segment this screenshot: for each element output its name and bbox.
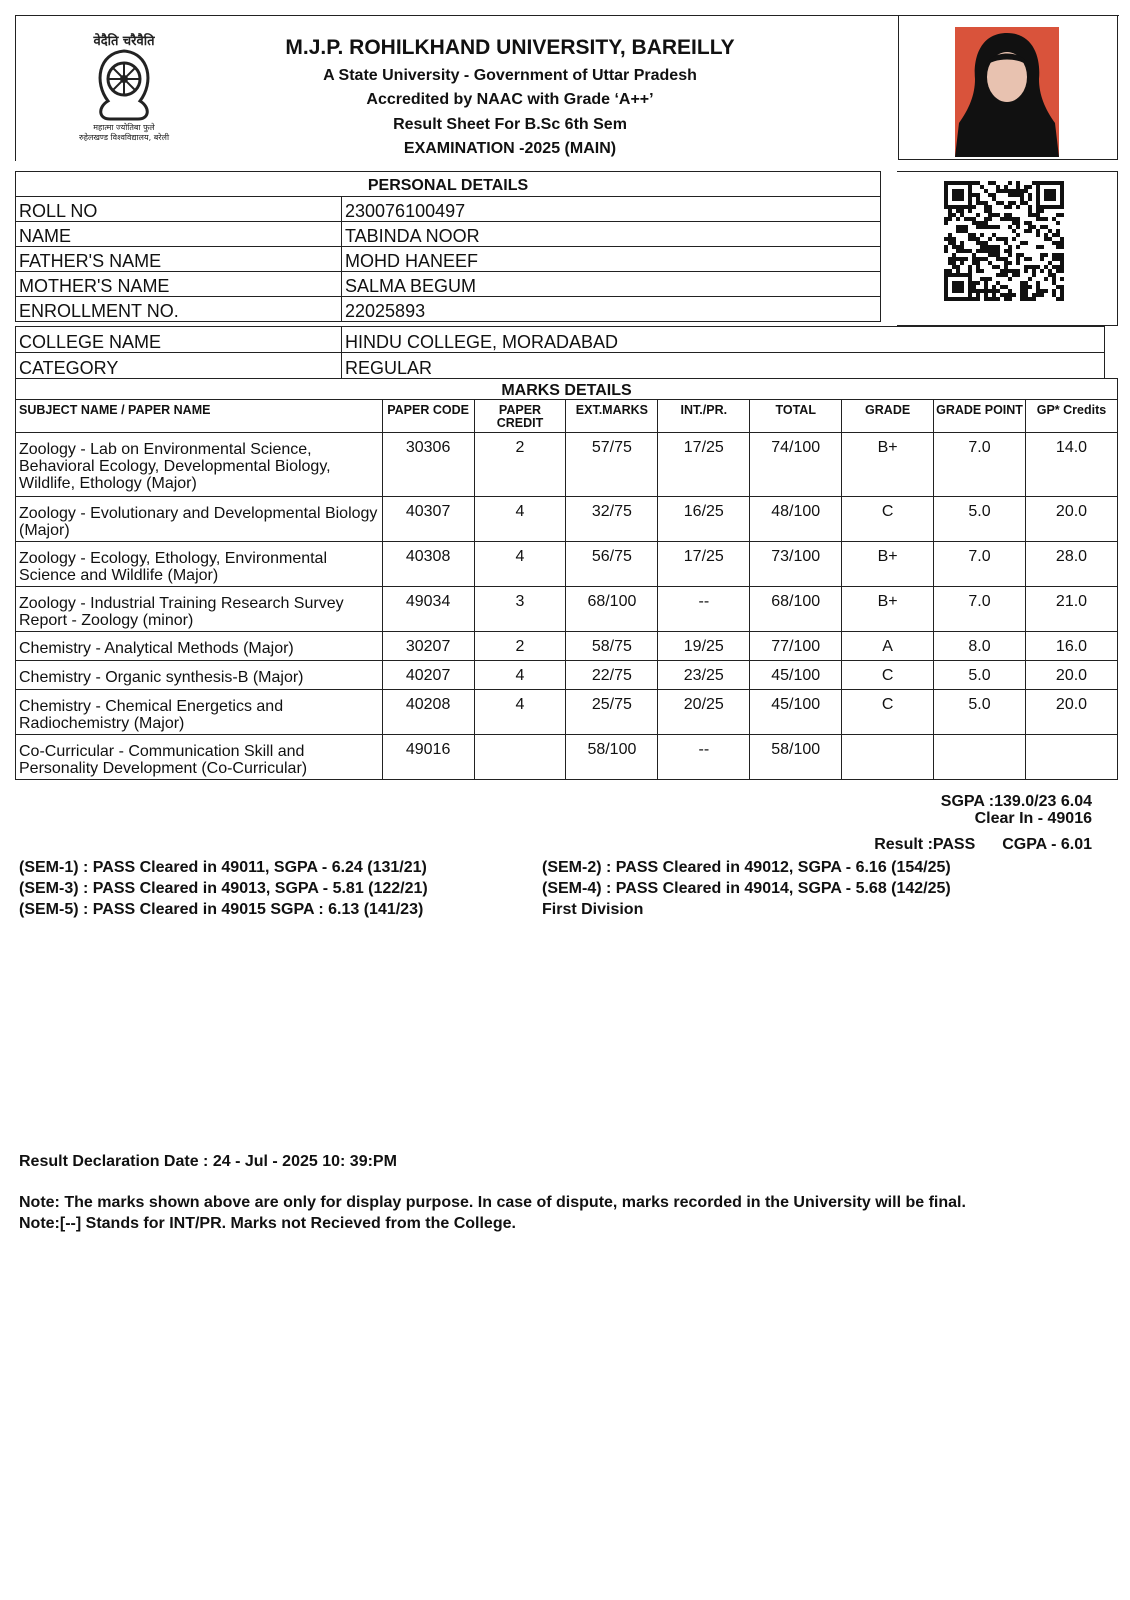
col-subject: SUBJECT NAME / PAPER NAME [16, 400, 383, 433]
cell-code: 49034 [382, 587, 474, 632]
cell-credit: 4 [474, 542, 566, 587]
cell-subject: Chemistry - Organic synthesis-B (Major) [16, 661, 383, 690]
father-name-label: FATHER'S NAME [16, 247, 342, 272]
cell-credit: 2 [474, 433, 566, 497]
cell-gpc: 20.0 [1025, 690, 1117, 735]
cell-gpc: 28.0 [1025, 542, 1117, 587]
enrollment-label: ENROLLMENT NO. [16, 297, 342, 322]
mother-name-label: MOTHER'S NAME [16, 272, 342, 297]
sem-2-result: (SEM-2) : PASS Cleared in 49012, SGPA - 6.16 (154/25) [542, 859, 951, 876]
marks-details-heading: MARKS DETAILS [15, 378, 1118, 399]
cell-gp: 5.0 [934, 661, 1026, 690]
cell-subject: Zoology - Lab on Environmental Science, Behavioral Ecology, Developmental Biology, Wildlife, Ethology (Major) [16, 433, 383, 497]
cell-grade: A [842, 632, 934, 661]
note-int-pr: Note:[--] Stands for INT/PR. Marks not Recieved from the College. [19, 1215, 516, 1232]
category-value: REGULAR [342, 353, 1105, 379]
cell-code: 40307 [382, 497, 474, 542]
result-sheet-title: Result Sheet For B.Sc 6th Sem [393, 116, 627, 133]
table-row [16, 497, 1118, 542]
cell-subject: Zoology - Industrial Training Research Survey Report - Zoology (minor) [16, 587, 383, 632]
cell-gpc: 20.0 [1025, 661, 1117, 690]
header-subtitle-1: A State University - Government of Uttar Pradesh [323, 67, 697, 84]
cell-gp: 7.0 [934, 542, 1026, 587]
cell-gpc: 16.0 [1025, 632, 1117, 661]
col-paper-code: PAPER CODE [382, 400, 474, 433]
cell-subject: Co-Curricular - Communication Skill and Personality Development (Co-Curricular) [16, 735, 383, 780]
table-row [16, 690, 1118, 735]
cell-total: 45/100 [750, 661, 842, 690]
cell-ext: 58/100 [566, 735, 658, 780]
logo-motto: वेदैति चरैवैति [93, 34, 155, 49]
table-row [16, 197, 881, 222]
college-name-value: HINDU COLLEGE, MORADABAD [342, 327, 1105, 353]
table-row [16, 297, 881, 322]
col-grade: GRADE [842, 400, 934, 433]
cell-ext: 25/75 [566, 690, 658, 735]
cell-code: 30306 [382, 433, 474, 497]
logo-caption-1: महात्मा ज्योतिबा फुले [93, 123, 155, 132]
col-ext-marks: EXT.MARKS [566, 400, 658, 433]
marks-header-row [16, 400, 1118, 433]
sem-1-result: (SEM-1) : PASS Cleared in 49011, SGPA - 6.24 (131/21) [19, 859, 427, 876]
table-row [16, 353, 1105, 379]
cell-grade: B+ [842, 433, 934, 497]
cell-total: 74/100 [750, 433, 842, 497]
cell-gpc: 20.0 [1025, 497, 1117, 542]
table-row [16, 433, 1118, 497]
personal-details-heading: PERSONAL DETAILS [16, 172, 881, 197]
table-row [16, 327, 1105, 353]
cgpa-value: CGPA - 6.01 [1002, 836, 1092, 853]
name-value: TABINDA NOOR [342, 222, 881, 247]
table-row [16, 542, 1118, 587]
university-logo [68, 23, 180, 143]
semester-results-left [19, 857, 428, 920]
cell-grade [842, 735, 934, 780]
mother-name-value: SALMA BEGUM [342, 272, 881, 297]
cell-gp [934, 735, 1026, 780]
cell-credit: 3 [474, 587, 566, 632]
cell-subject: Zoology - Evolutionary and Developmental Biology (Major) [16, 497, 383, 542]
cell-code: 40208 [382, 690, 474, 735]
result-line [874, 836, 1092, 854]
university-title: M.J.P. ROHILKHAND UNIVERSITY, BAREILLY [285, 36, 735, 59]
cell-ext: 68/100 [566, 587, 658, 632]
cell-ext: 32/75 [566, 497, 658, 542]
roll-no-label: ROLL NO [16, 197, 342, 222]
cell-credit: 4 [474, 690, 566, 735]
cell-gp: 7.0 [934, 587, 1026, 632]
cell-ext: 57/75 [566, 433, 658, 497]
col-grade-point: GRADE POINT [934, 400, 1026, 433]
table-row [16, 632, 1118, 661]
col-int-pr: INT./PR. [658, 400, 750, 433]
father-name-value: MOHD HANEEF [342, 247, 881, 272]
col-paper-credit: PAPER CREDIT [474, 400, 566, 433]
cell-subject: Chemistry - Analytical Methods (Major) [16, 632, 383, 661]
student-photo [955, 27, 1059, 157]
cell-gpc: 14.0 [1025, 433, 1117, 497]
qr-code-icon [944, 181, 1064, 301]
cell-code: 40308 [382, 542, 474, 587]
cell-int: 20/25 [658, 690, 750, 735]
cell-grade: B+ [842, 542, 934, 587]
cell-grade: C [842, 661, 934, 690]
sem-5-result: (SEM-5) : PASS Cleared in 49015 SGPA : 6.13 (141/23) [19, 901, 424, 918]
cell-gp: 5.0 [934, 690, 1026, 735]
cell-total: 45/100 [750, 690, 842, 735]
cell-credit: 4 [474, 661, 566, 690]
table-row [16, 222, 881, 247]
marks-table [15, 399, 1118, 780]
cell-int: 19/25 [658, 632, 750, 661]
cell-gp: 5.0 [934, 497, 1026, 542]
category-label: CATEGORY [16, 353, 342, 379]
col-total: TOTAL [750, 400, 842, 433]
cell-grade: C [842, 690, 934, 735]
cell-gp: 8.0 [934, 632, 1026, 661]
cell-gp: 7.0 [934, 433, 1026, 497]
cell-int: -- [658, 587, 750, 632]
sgpa-value: SGPA :139.0/23 6.04 [940, 793, 1092, 810]
cell-int: 17/25 [658, 433, 750, 497]
cell-subject: Zoology - Ecology, Ethology, Environmental Science and Wildlife (Major) [16, 542, 383, 587]
table-row [16, 272, 881, 297]
header-subtitle-2: Accredited by NAAC with Grade ‘A++’ [366, 91, 654, 108]
examination-title: EXAMINATION -2025 (MAIN) [403, 140, 617, 157]
cell-credit [474, 735, 566, 780]
table-row [16, 661, 1118, 690]
sem-3-result: (SEM-3) : PASS Cleared in 49013, SGPA - 5.81 (122/21) [19, 880, 428, 897]
cell-int: -- [658, 735, 750, 780]
table-row [16, 247, 881, 272]
enrollment-value: 22025893 [342, 297, 881, 322]
cell-code: 30207 [382, 632, 474, 661]
cell-int: 23/25 [658, 661, 750, 690]
cell-int: 16/25 [658, 497, 750, 542]
logo-caption-2: रुहेलखण्ड विश्वविद्यालय, बरेली [78, 133, 170, 142]
name-label: NAME [16, 222, 342, 247]
cell-int: 17/25 [658, 542, 750, 587]
cell-grade: B+ [842, 587, 934, 632]
cell-credit: 4 [474, 497, 566, 542]
cell-gpc: 21.0 [1025, 587, 1117, 632]
cell-code: 49016 [382, 735, 474, 780]
sgpa-block [941, 793, 1092, 827]
roll-no-value: 230076100497 [342, 197, 881, 222]
clear-in-value: Clear In - 49016 [974, 810, 1092, 827]
table-row [16, 735, 1118, 780]
division-result: First Division [542, 901, 644, 918]
personal-details-extra [15, 326, 1105, 379]
personal-details-table [15, 171, 881, 322]
semester-results-right [542, 857, 951, 920]
notes [19, 1192, 966, 1234]
cell-ext: 58/75 [566, 632, 658, 661]
cell-gpc [1025, 735, 1117, 780]
cell-total: 68/100 [750, 587, 842, 632]
cell-total: 77/100 [750, 632, 842, 661]
result-status: Result :PASS [874, 836, 976, 853]
cell-grade: C [842, 497, 934, 542]
cell-subject: Chemistry - Chemical Energetics and Radiochemistry (Major) [16, 690, 383, 735]
cell-credit: 2 [474, 632, 566, 661]
col-gp-credits: GP* Credits [1025, 400, 1117, 433]
cell-total: 48/100 [750, 497, 842, 542]
cell-ext: 22/75 [566, 661, 658, 690]
note-display-purpose: Note: The marks shown above are only for display purpose. In case of dispute, marks recorded in the University will be final. [19, 1194, 966, 1211]
sem-4-result: (SEM-4) : PASS Cleared in 49014, SGPA - 5.68 (142/25) [542, 880, 951, 897]
result-declaration-date: Result Declaration Date : 24 - Jul - 2025 10: 39:PM [19, 1153, 397, 1170]
cell-total: 58/100 [750, 735, 842, 780]
cell-total: 73/100 [750, 542, 842, 587]
cell-ext: 56/75 [566, 542, 658, 587]
cell-code: 40207 [382, 661, 474, 690]
college-name-label: COLLEGE NAME [16, 327, 342, 353]
table-row [16, 587, 1118, 632]
